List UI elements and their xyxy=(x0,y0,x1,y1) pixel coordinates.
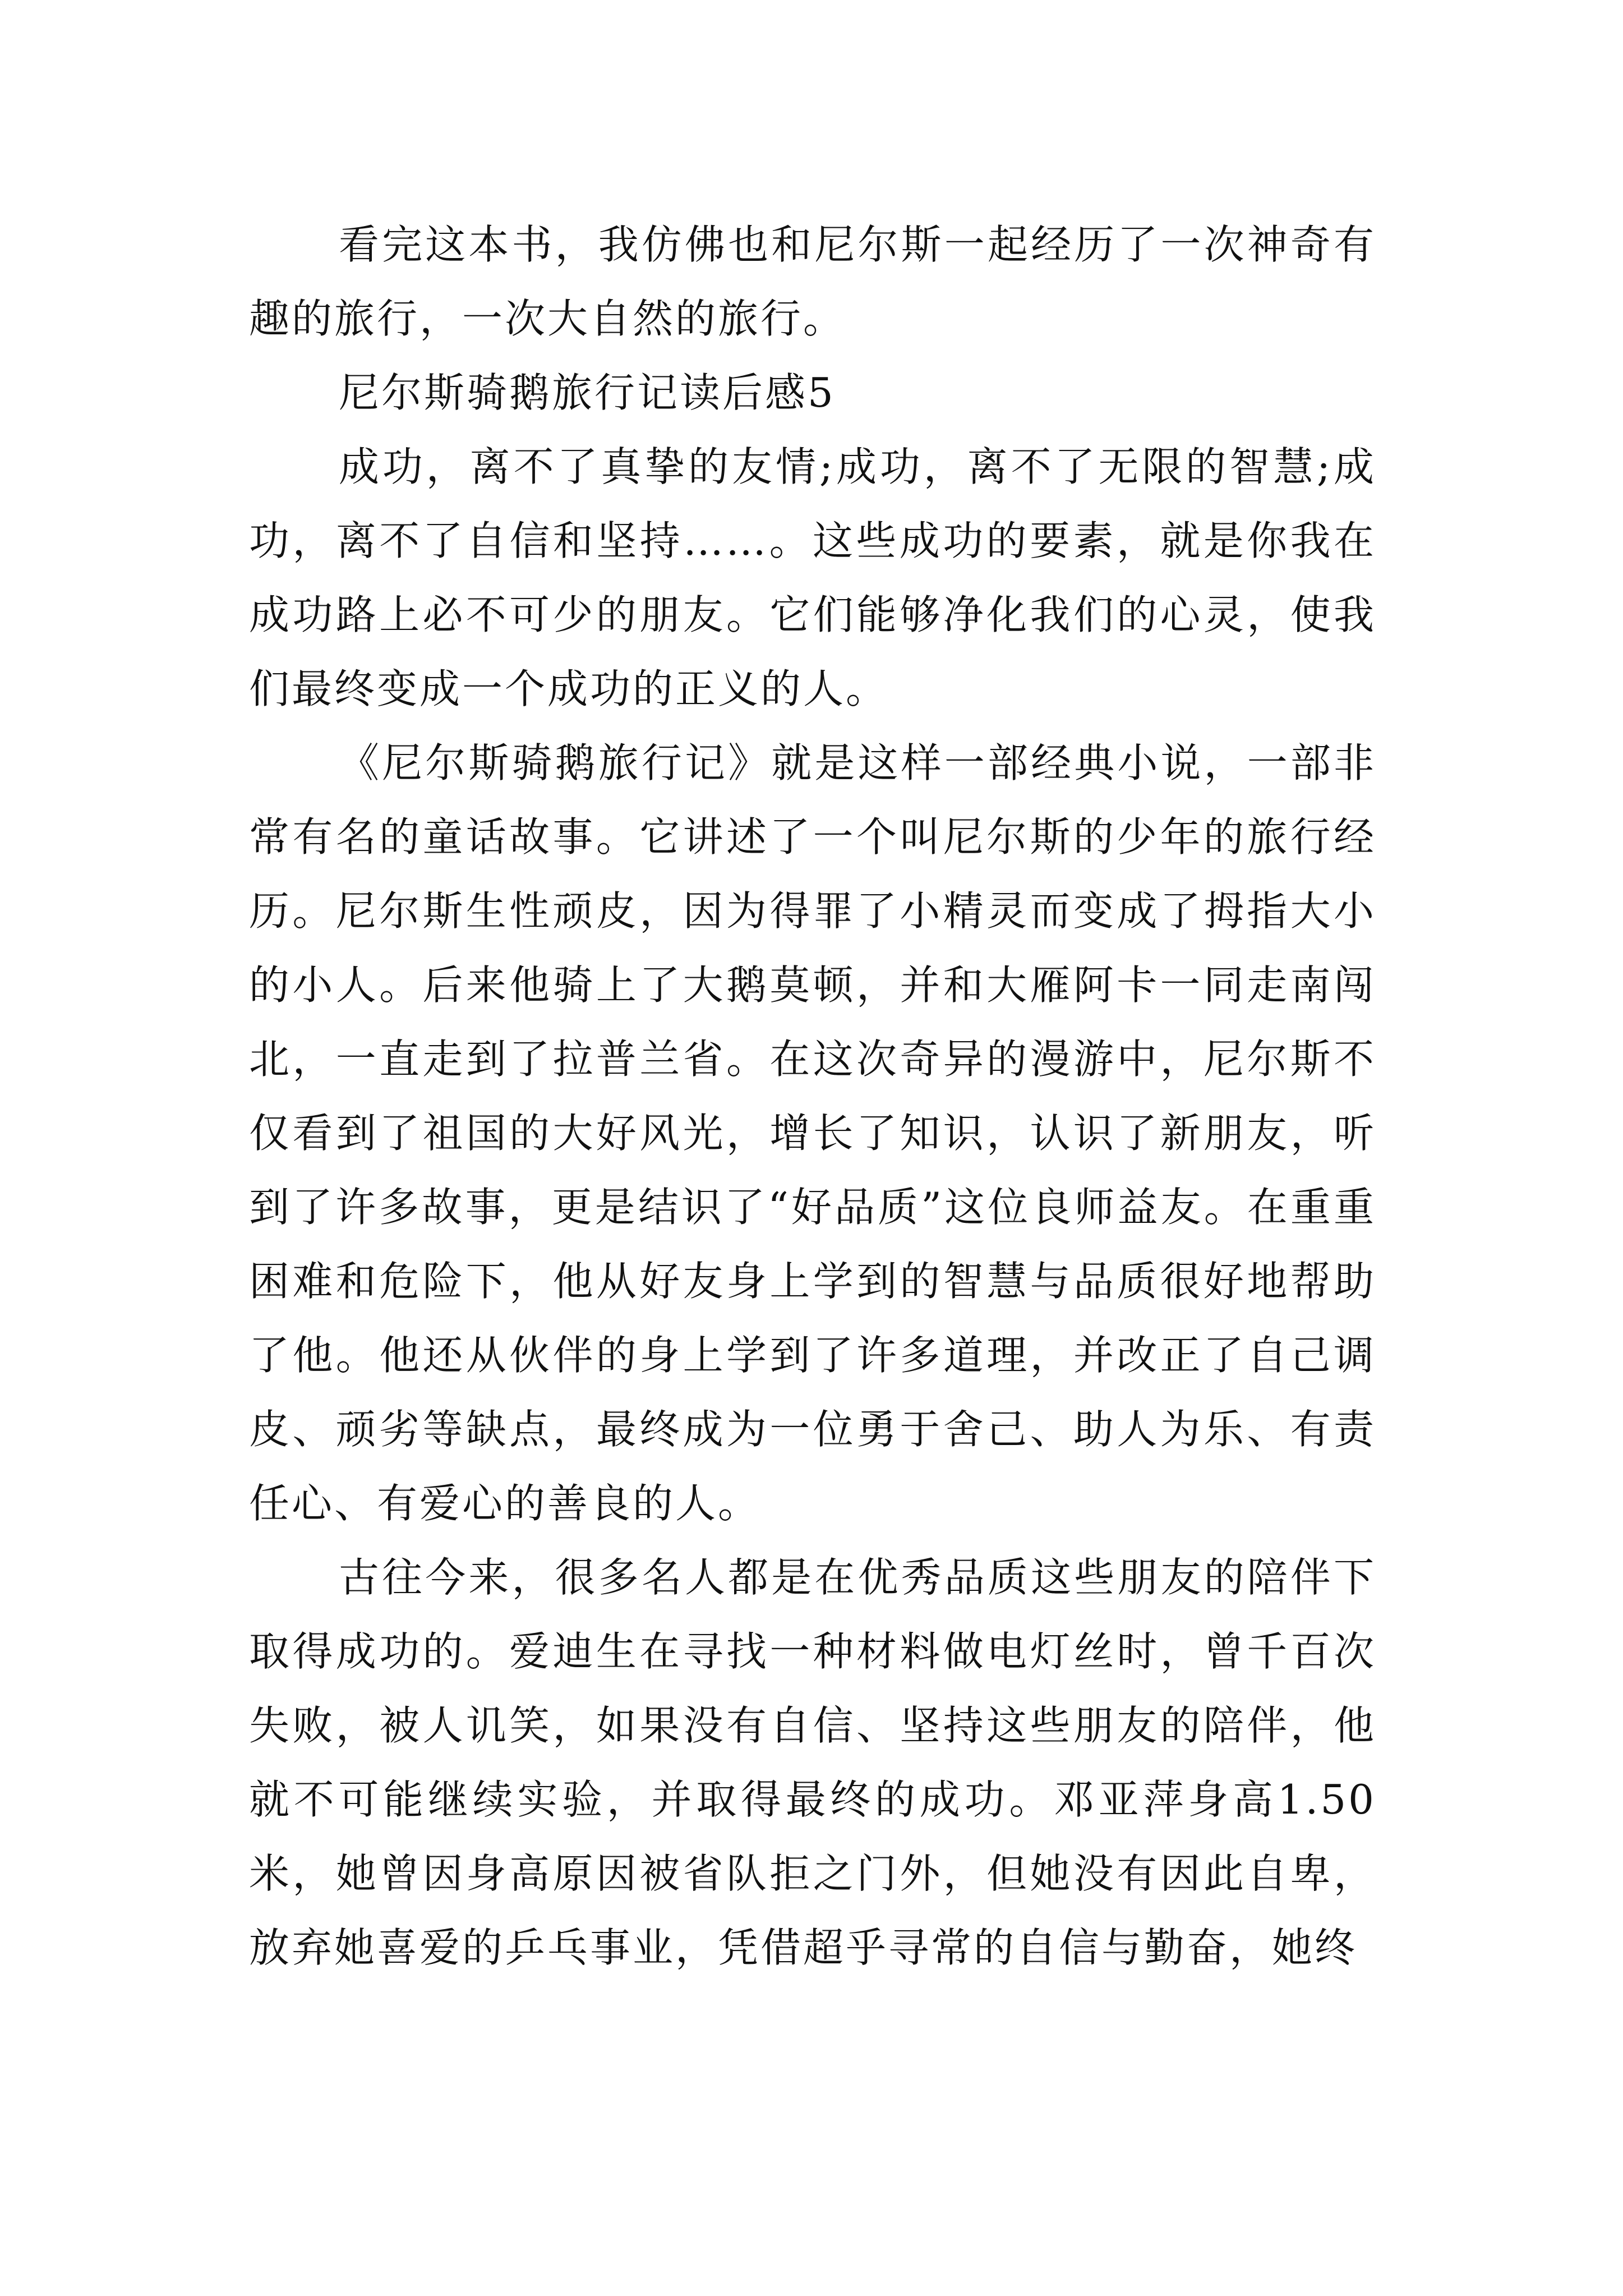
paragraph-2: 成功，离不了真挚的友情;成功，离不了无限的智慧;成功，离不了自信和坚持……。这些成功的要素，就是你我在成功路上必不可少的朋友。它们能够净化我们的心灵，使我们最终变成一个成功的正义的人。 xyxy=(249,443,1376,712)
paragraph-4: 古往今来，很多名人都是在优秀品质这些朋友的陪伴下取得成功的。爱迪生在寻找一种材料做电灯丝时，曾千百次失败，被人讥笑，如果没有自信、坚持这些朋友的陪伴，他就不可能继续实验，并取得最终的成功。邓亚萍身高1.50米，她曾因身高原因被省队拒之门外，但她没有因此自卑，放弃她喜爱的乒乓事业，凭借超乎寻常的自信与勤奋，她终 xyxy=(249,1554,1376,1971)
paragraph-1: 看完这本书，我仿佛也和尼尔斯一起经历了一次神奇有趣的旅行，一次大自然的旅行。 xyxy=(249,221,1376,342)
section-heading: 尼尔斯骑鹅旅行记读后感5 xyxy=(339,369,836,416)
paragraph-3: 《尼尔斯骑鹅旅行记》就是这样一部经典小说，一部非常有名的童话故事。它讲述了一个叫尼尔斯的少年的旅行经历。尼尔斯生性顽皮，因为得罪了小精灵而变成了拇指大小的小人。后来他骑上了大鹅莫顿，并和大雁阿卡一同走南闯北，一直走到了拉普兰省。在这次奇异的漫游中，尼尔斯不仅看到了祖国的大好风光，增长了知识，认识了新朋友，听到了许多故事，更是结识了“好品质”这位良师益友。在重重困难和危险下，他从好友身上学到的智慧与品质很好地帮助了他。他还从伙伴的身上学到了许多道理，并改正了自己调皮、顽劣等缺点，最终成为一位勇于舍己、助人为乐、有责任心、有爱心的善良的人。 xyxy=(249,739,1376,1527)
document-body xyxy=(249,208,1376,1985)
